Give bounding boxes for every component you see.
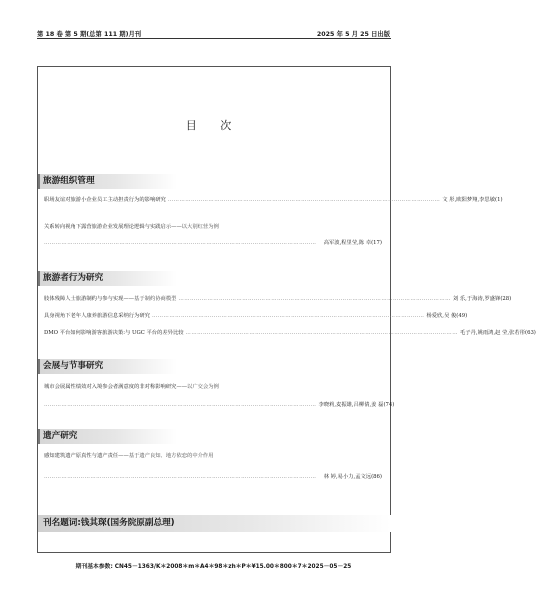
toc-entry[interactable] <box>44 330 536 337</box>
section-heading-text: 旅游组织管理 <box>43 176 95 186</box>
article-subtitle: ——以广交会为例 <box>176 384 219 390</box>
leader-dots: …………………………………………………………………………………………………………………………… <box>44 240 317 246</box>
article-title: 肢体残障人士旅游制约与参与实现 <box>44 296 124 302</box>
leader-dots: …………………………………………………………………………………………………………………………… <box>185 330 458 336</box>
article-title: 职场友谊对旅游小企业员工主动担责行为的影响研究 <box>44 197 166 203</box>
section-marker <box>38 271 40 286</box>
section-heading-heritage <box>38 429 177 444</box>
toc-entry-continued <box>44 240 382 247</box>
header-rule <box>37 38 391 39</box>
article-subtitle: ——以大别红营为例 <box>171 224 219 230</box>
section-heading-exhibition-events <box>38 359 177 374</box>
article-authors: 刘 乐,于海涛,罗盛锋(28) <box>452 296 512 302</box>
article-authors: 李晓莉,麦振雄,吕柳倩,姜 磊(74) <box>318 402 395 408</box>
article-title: 城市会展属性绩效对入境参会者满意度的非对称影响研究 <box>44 384 177 390</box>
publication-date: 2025 年 5 月 25 日出版 <box>316 31 390 38</box>
section-heading-text: 会展与节事研究 <box>43 361 104 371</box>
toc-entry-continued <box>44 474 382 481</box>
section-heading-tourism-organization <box>38 174 177 189</box>
article-title: 感知建筑遗产原真性与遗产责任 <box>44 453 119 459</box>
issue-info: 第 18 卷 第 5 期(总第 111 期)月刊 <box>37 31 142 38</box>
article-authors: 林 婷,易小力,孟文远(86) <box>323 474 382 480</box>
article-title: 具身视角下老年人康养旅游信息采纳行为研究 <box>44 313 150 319</box>
toc-entry[interactable] <box>44 197 503 204</box>
section-heading-text: 旅游者行为研究 <box>43 273 104 283</box>
article-subtitle: ——基于遗产良知、地方依恋的中介作用 <box>118 453 214 459</box>
leader-dots: …………………………………………………………………………………………………………………………… <box>167 197 441 203</box>
article-authors: 杨爱欣,吴 俊(49) <box>426 313 468 319</box>
page-title: 目 次 <box>185 119 242 132</box>
title-inscription: 刊名题词:钱其琛(国务院原副总理) <box>38 515 391 532</box>
toc-entry[interactable] <box>44 296 512 303</box>
toc-entry[interactable] <box>44 384 382 391</box>
section-marker <box>38 429 40 444</box>
leader-dots: …………………………………………………………………………………………………………………………… <box>178 296 451 302</box>
toc-entry[interactable] <box>44 224 382 231</box>
leader-dots: …………………………………………………………………………………………………………………………… <box>151 313 425 319</box>
section-marker <box>38 174 40 189</box>
article-authors: 高军波,程里莹,陈 卓(17) <box>323 240 382 246</box>
leader-dots: …………………………………………………………………………………………………………………………… <box>44 402 317 408</box>
toc-entry[interactable] <box>44 453 382 460</box>
section-heading-text: 遗产研究 <box>43 431 78 441</box>
section-marker <box>38 359 40 374</box>
section-heading-tourist-behavior <box>38 271 177 286</box>
article-title: DMO 平台如何影响游客旅游决策:与 UGC 平台的差异比较 <box>44 330 184 336</box>
article-authors: 文 彤,欧阳梦翔,李思敏(1) <box>442 197 503 203</box>
toc-entry-continued <box>44 402 395 409</box>
article-authors: 毛子丹,姚雨鸿,赵 莹,张若彤(63) <box>460 330 536 336</box>
leader-dots: …………………………………………………………………………………………………………………………… <box>44 474 317 480</box>
article-subtitle: ——基于制约协商模型 <box>123 296 177 302</box>
journal-parameters: 期刊基本参数: CN45－1363/K＊2008＊m＊A4＊98＊zh＊P＊¥15.00＊800＊7＊2025－05－25 <box>75 564 352 570</box>
article-title: 关系转向视角下露营旅游企业发展理论逻辑与实践启示 <box>44 224 172 230</box>
toc-entry[interactable] <box>44 313 468 320</box>
